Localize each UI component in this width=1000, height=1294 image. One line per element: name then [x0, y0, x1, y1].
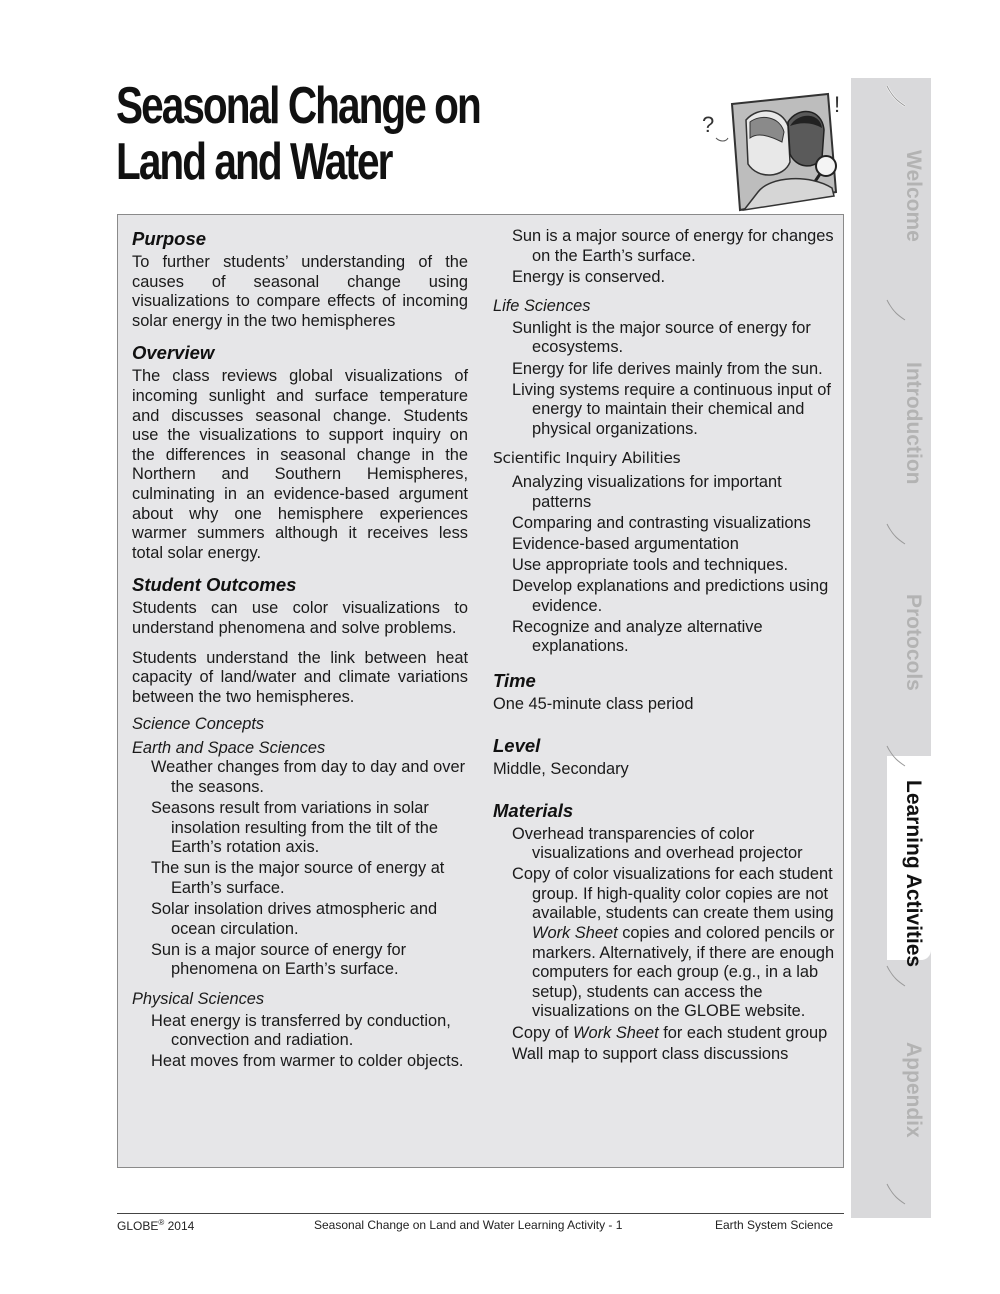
list-item: Sunlight is the major source of energy for ecosystems.	[512, 318, 811, 357]
title-line-2: Land and Water	[116, 133, 392, 191]
tab-divider	[851, 958, 931, 1028]
time-heading: Time	[493, 670, 536, 692]
list-item: Copy of color visualizations for each student group. If high-quality color copies are not available, students can create them using Work Sheet copies and colored pencils or markers. Alternatively, if there are enough computers for each group (e.g., in a lab setup), students can access the visualizations on the GLOBE website.	[512, 865, 835, 1021]
list-item: Comparing and contrasting visualizations	[512, 513, 811, 532]
list-item: Overhead transparencies of color visualizations and overhead projector	[512, 824, 803, 863]
right-column	[493, 227, 835, 1066]
list-item: Wall map to support class discussions	[512, 1044, 789, 1063]
svg-text:?: ?	[702, 112, 715, 137]
level-heading: Level	[493, 734, 541, 756]
list-item: Heat moves from warmer to colder objects.	[151, 1052, 464, 1071]
footer-left: GLOBE® 2014	[117, 1218, 195, 1233]
list-item: Heat energy is transferred by conduction, convection and radiation.	[151, 1011, 451, 1050]
list-item: Solar insolation drives atmospheric and ocean circulation.	[151, 900, 438, 938]
level-text: Middle, Secondary	[493, 759, 629, 778]
title-line-1: Seasonal Change on	[116, 77, 480, 135]
list-item: Evidence-based argumentation	[512, 534, 739, 553]
tab-divider	[851, 1176, 931, 1246]
purpose-heading: Purpose	[132, 228, 207, 249]
outcome-2: Students understand the link between heat capacity of land/water and climate variations between the two hemispheres.	[132, 648, 468, 706]
list-item: Weather changes from day to day and over the seasons.	[151, 758, 466, 797]
list-item: Energy is conserved.	[512, 267, 666, 286]
list-item: Sun is a major source of energy for changes on the Earth’s surface.	[512, 227, 834, 265]
tab-learning-activities[interactable]: Learning Activities	[902, 780, 925, 968]
list-item: Seasons result from variations in solar insolation resulting from the tilt of the Earth’s rotation axis.	[151, 799, 438, 857]
list-item: Recognize and analyze alternative explanations.	[512, 617, 763, 656]
page-title	[116, 78, 600, 190]
list-item: Living systems require a continuous input of energy to maintain their chemical and physical organizations.	[512, 380, 831, 438]
materials-heading: Materials	[493, 799, 574, 821]
tab-welcome[interactable]: Welcome	[902, 150, 925, 242]
science-concepts-label: Science Concepts	[132, 715, 265, 734]
outcome-1: Students can use color visualizations to understand phenomena and solve problems.	[132, 599, 468, 637]
tab-protocols[interactable]: Protocols	[902, 594, 925, 691]
footer-center: Seasonal Change on Land and Water Learning Activity - 1	[314, 1218, 623, 1232]
time-text: One 45-minute class period	[493, 695, 694, 714]
list-item: Sun is a major source of energy for phenomena on Earth’s surface.	[151, 940, 407, 979]
life-sciences-label: Life Sciences	[493, 297, 591, 316]
list-item: Develop explanations and predictions using evidence.	[512, 577, 829, 615]
left-column	[132, 227, 468, 1073]
list-item: The sun is the major source of energy at Earth’s surface.	[151, 859, 445, 898]
tab-introduction[interactable]: Introduction	[902, 362, 925, 485]
inquiry-abilities-label: Scientific Inquiry Abilities	[493, 449, 681, 468]
overview-heading: Overview	[132, 342, 215, 364]
tab-appendix[interactable]: Appendix	[902, 1042, 925, 1138]
list-item: Energy for life derives mainly from the sun.	[512, 359, 823, 378]
tab-divider	[851, 78, 931, 148]
tab-divider	[851, 516, 931, 586]
list-item: Analyzing visualizations for important patterns	[512, 473, 782, 511]
overview-text: The class reviews global visualizations of incoming sunlight and surface temperature and discusses seasonal change. Students use the visualizations to support inquiry on the differences in seasonal change in the Northern and Southern Hemispheres, culminating in an evidence-based argument about why one hemisphere experiences warmer summers although it receives less total solar energy.	[132, 367, 468, 562]
purpose-text: To further students’ understanding of the causes of seasonal change using visualizations to compare effects of incoming solar energy in the two hemispheres	[132, 253, 468, 330]
summary-box	[117, 214, 844, 1168]
footer-divider	[117, 1213, 844, 1214]
svg-text:!: !	[834, 92, 841, 117]
students-illustration	[700, 92, 850, 216]
earth-space-label: Earth and Space Sciences	[132, 738, 326, 757]
outcomes-heading: Student Outcomes	[132, 574, 297, 596]
section-tabs	[851, 78, 931, 1218]
footer-right: Earth System Science	[715, 1218, 834, 1232]
tab-divider	[851, 292, 931, 362]
list-item: Use appropriate tools and techniques.	[512, 555, 789, 574]
physical-sciences-label: Physical Sciences	[132, 990, 265, 1008]
list-item: Copy of Work Sheet for each student group	[512, 1023, 828, 1042]
